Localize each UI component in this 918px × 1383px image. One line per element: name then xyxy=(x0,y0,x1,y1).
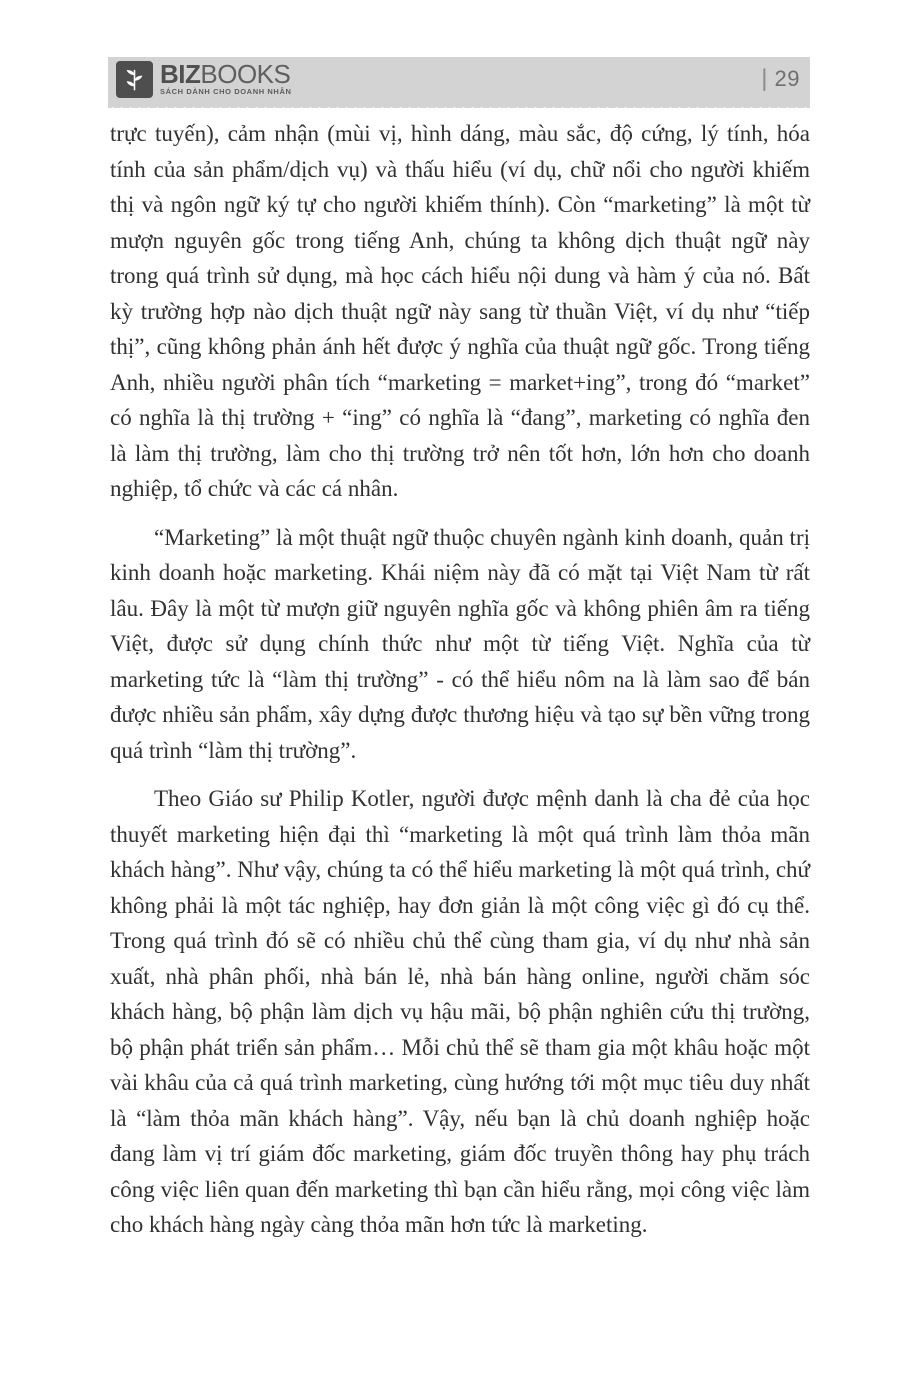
page-content xyxy=(110,116,810,1256)
logo-tagline: SÁCH DÀNH CHO DOANH NHÂN xyxy=(160,87,292,96)
logo-text-block xyxy=(160,59,292,96)
book-leaf-icon xyxy=(116,61,153,98)
page-number-block xyxy=(761,66,800,92)
paragraph-3: Theo Giáo sư Philip Kotler, người được mệnh danh là cha đẻ của học thuyết marketing hiện đại thì “marketing là một quá trình làm thỏa mãn khách hàng”. Như vậy, chúng ta có thể hiểu marketing là một quá trình, chứ không phải là một tác nghiệp, hay đơn giản là một công việc gì đó cụ thể. Trong quá trình đó sẽ có nhiều chủ thể cùng tham gia, ví dụ như nhà sản xuất, nhà phân phối, nhà bán lẻ, nhà bán hàng online, người chăm sóc khách hàng, bộ phận làm dịch vụ hậu mãi, bộ phận nghiên cứu thị trường, bộ phận phát triển sản phẩm… Mỗi chủ thể sẽ tham gia một khâu hoặc một vài khâu của cả quá trình marketing, cùng hướng tới một mục tiêu duy nhất là “làm thỏa mãn khách hàng”. Vậy, nếu bạn là chủ doanh nghiệp hoặc đang làm vị trí giám đốc marketing, giám đốc truyền thông hay phụ trách công việc liên quan đến marketing thì bạn cần hiểu rằng, mọi công việc làm cho khách hàng ngày càng thỏa mãn hơn tức là marketing. xyxy=(110,786,810,1237)
logo-wordmark xyxy=(160,59,291,89)
header-bar xyxy=(108,57,810,101)
page-number: 29 xyxy=(774,66,800,91)
paragraph-2: “Marketing” là một thuật ngữ thuộc chuyên ngành kinh doanh, quản trị kinh doanh hoặc marketing. Khái niệm này đã có mặt tại Việt Nam từ rất lâu. Đây là một từ mượn giữ nguyên nghĩa gốc và không phiên âm ra tiếng Việt, được sử dụng chính thức như một từ tiếng Việt. Nghĩa của từ marketing tức là “làm thị trường” - có thể hiểu nôm na là làm sao để bán được nhiều sản phẩm, xây dựng được thương hiệu và tạo sự bền vững trong quá trình “làm thị trường”. xyxy=(110,524,810,763)
bizbooks-logo xyxy=(116,61,291,98)
logo-brand-biz: BIZ xyxy=(160,59,201,89)
page-number-separator: | xyxy=(761,65,768,92)
paragraph-1: trực tuyến), cảm nhận (mùi vị, hình dáng, màu sắc, độ cứng, lý tính, hóa tính của sản phẩm/dịch vụ) và thấu hiểu (ví dụ, chữ nổi cho người khiếm thị và ngôn ngữ ký tự cho người khiếm thính). Còn “marketing” là một từ mượn nguyên gốc trong tiếng Anh, chúng ta không dịch thuật ngữ này trong quá trình sử dụng, mà học cách hiểu nội dung và hàm ý của nó. Bất kỳ trường hợp nào dịch thuật ngữ này sang từ thuần Việt, ví dụ như “tiếp thị”, cũng không phản ánh hết được ý nghĩa của thuật ngữ gốc. Trong tiếng Anh, nhiều người phân tích “marketing = market+ing”, trong đó “market” có nghĩa là thị trường + “ing” có nghĩa là “đang”, marketing có nghĩa đen là làm thị trường, làm cho thị trường trở nên tốt hơn, lớn hơn cho doanh nghiệp, tổ chức và các cá nhân. xyxy=(110,121,810,501)
logo-brand-books: BOOKS xyxy=(200,59,291,89)
